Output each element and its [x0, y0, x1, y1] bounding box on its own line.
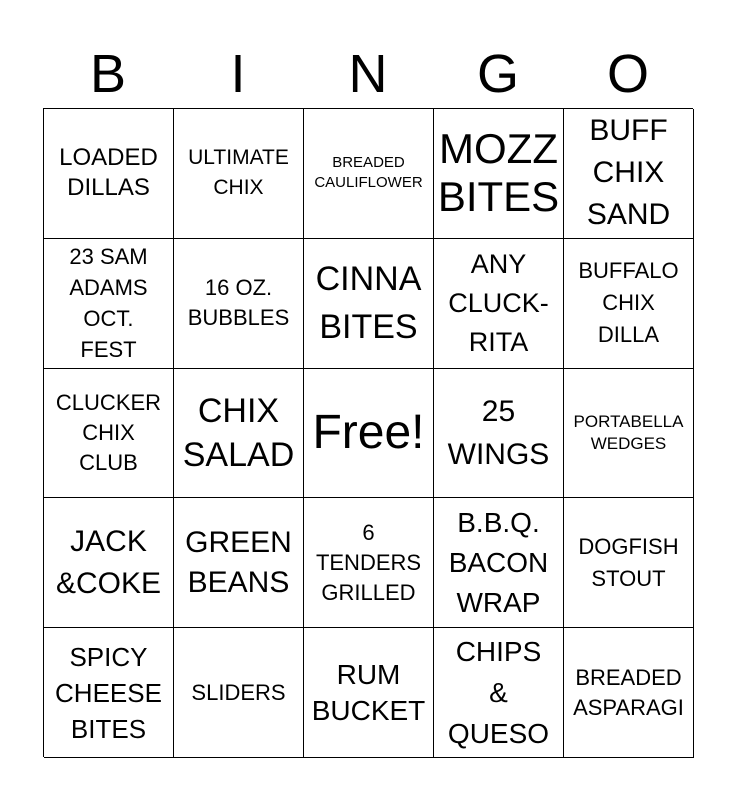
bingo-cell[interactable] [174, 239, 304, 369]
header-letter-b: B [89, 44, 127, 104]
bingo-cell[interactable] [174, 628, 304, 758]
bingo-cell[interactable] [564, 239, 694, 369]
bingo-cell[interactable] [304, 109, 434, 239]
cell-label: CHIPS & QUESO [447, 636, 550, 750]
header-letter-g: G [476, 44, 519, 104]
cell-label: 23 SAM ADAMS OCT. FEST [69, 244, 148, 363]
cell-label: RUM BUCKET [311, 658, 426, 726]
bingo-cell[interactable] [304, 369, 434, 499]
bingo-cell[interactable] [434, 109, 564, 239]
bingo-cell[interactable] [44, 498, 174, 628]
bingo-cell[interactable] [564, 109, 694, 239]
cell-label: CINNA BITES [315, 260, 422, 347]
bingo-cell[interactable] [44, 239, 174, 369]
cell-label: MOZZ BITES [437, 125, 560, 221]
cell-label: CLUCKER CHIX CLUB [55, 389, 162, 475]
bingo-header [43, 40, 693, 108]
cell-label: SLIDERS [191, 679, 286, 705]
bingo-grid [43, 108, 693, 757]
bingo-cell[interactable] [434, 239, 564, 369]
cell-label: 25 WINGS [447, 394, 550, 471]
bingo-cell[interactable] [44, 369, 174, 499]
bingo-cell[interactable] [174, 369, 304, 499]
cell-label: 6 TENDERS GRILLED [315, 519, 422, 605]
free-space-label: Free! [312, 405, 425, 459]
bingo-cell[interactable] [434, 498, 564, 628]
cell-label: GREEN BEANS [185, 525, 292, 599]
cell-label: BUFFALO CHIX DILLA [578, 258, 679, 348]
bingo-cell[interactable] [304, 628, 434, 758]
bingo-cell[interactable] [434, 369, 564, 499]
bingo-cell[interactable] [564, 628, 694, 758]
cell-label: ULTIMATE CHIX [188, 146, 289, 200]
cell-label: BREADED CAULIFLOWER [314, 154, 423, 192]
cell-label: B.B.Q. BACON WRAP [448, 506, 549, 618]
bingo-cell[interactable] [304, 498, 434, 628]
cell-label: SPICY CHEESE BITES [55, 641, 162, 744]
bingo-cell[interactable] [434, 628, 564, 758]
cell-label: 16 OZ. BUBBLES [187, 275, 290, 331]
cell-label: BREADED ASPARAGI [573, 664, 684, 720]
cell-label: JACK &COKE [55, 524, 162, 600]
header-letter-n: N [348, 44, 388, 104]
bingo-cell[interactable] [174, 109, 304, 239]
bingo-cell[interactable] [44, 628, 174, 758]
header-letter-o: O [606, 44, 649, 104]
bingo-cell[interactable] [304, 239, 434, 369]
bingo-cell[interactable] [44, 109, 174, 239]
bingo-cell[interactable] [174, 498, 304, 628]
header-letter-i: I [230, 44, 246, 104]
bingo-cell[interactable] [564, 369, 694, 499]
cell-label: BUFF CHIX SAND [586, 114, 671, 232]
cell-label: DOGFISH STOUT [578, 533, 679, 591]
bingo-cell[interactable] [564, 498, 694, 628]
cell-label: LOADED DILLAS [59, 144, 158, 202]
cell-label: PORTABELLA WEDGES [573, 411, 684, 453]
cell-label: ANY CLUCK- RITA [448, 248, 549, 357]
cell-label: CHIX SALAD [182, 391, 295, 474]
